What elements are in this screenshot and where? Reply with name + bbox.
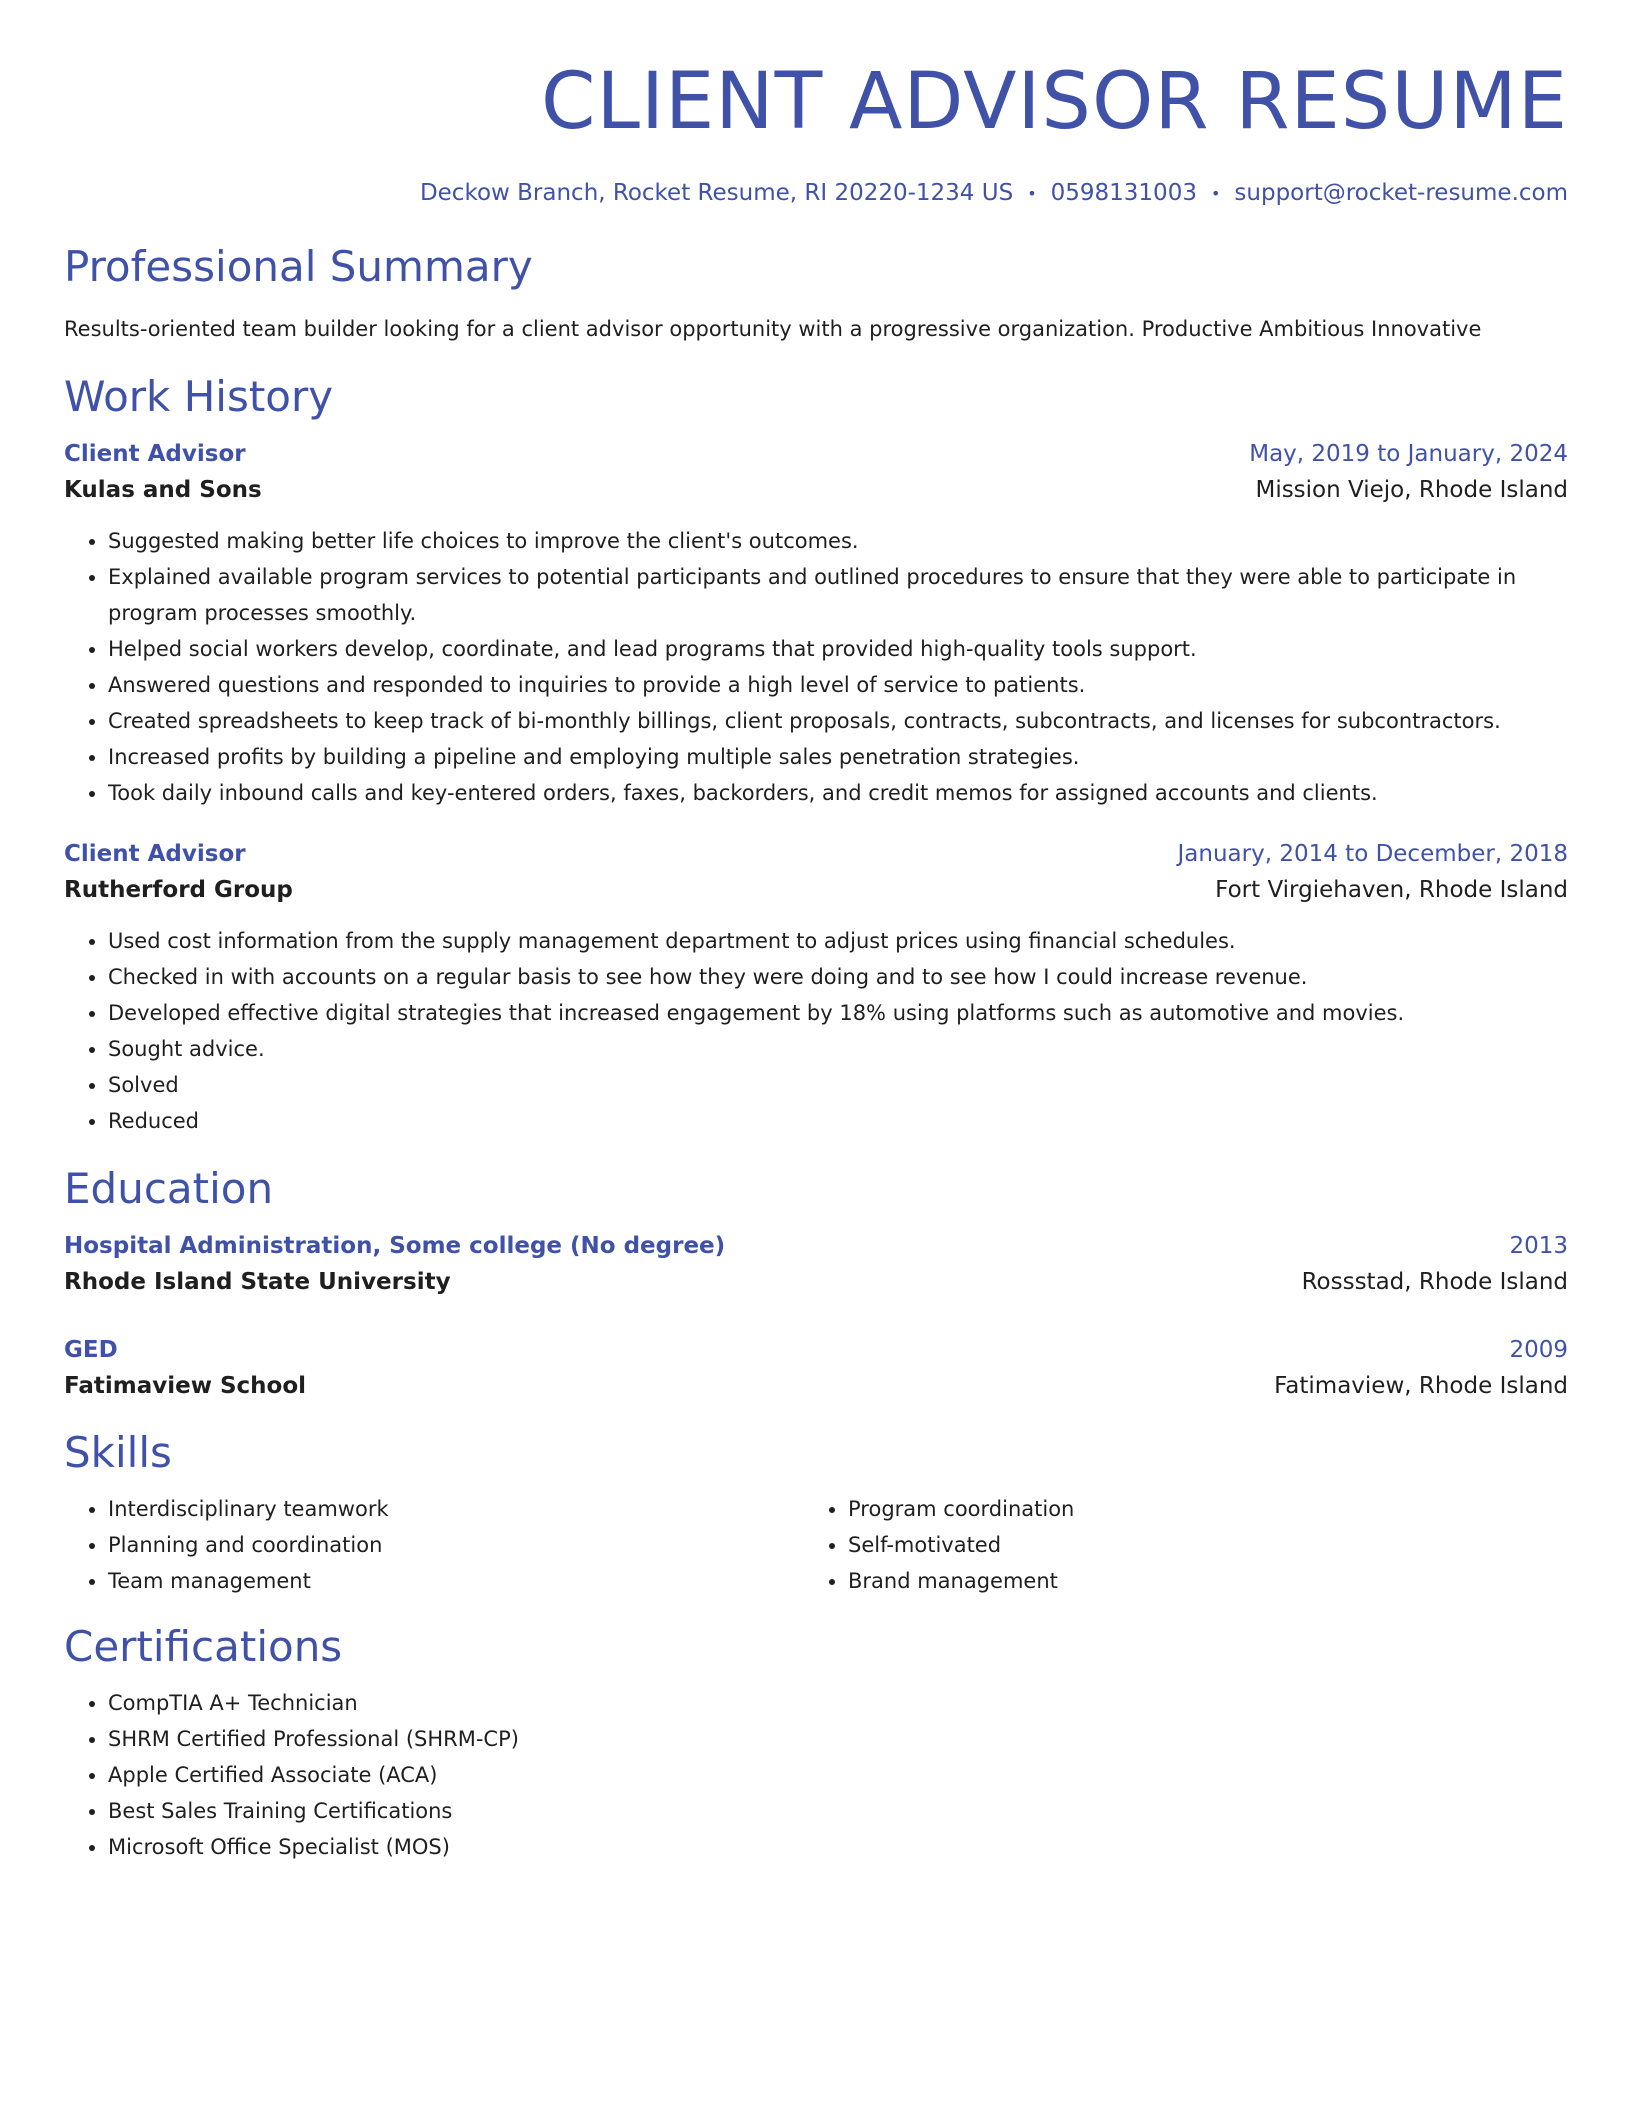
contact-line xyxy=(64,176,1568,211)
list-item: • Best Sales Training Certifications xyxy=(108,1793,1568,1829)
skills-heading: Skills xyxy=(64,1427,172,1477)
job-entry xyxy=(64,837,1568,1139)
list-item: • Used cost information from the supply management department to adjust prices using financial schedules. xyxy=(108,923,1568,959)
job-location: Mission Viejo, Rhode Island xyxy=(1255,476,1568,503)
skills-column-right xyxy=(804,1491,1544,1599)
job-title: Client Advisor xyxy=(64,440,246,467)
summary-section xyxy=(64,239,1568,345)
education-entry xyxy=(64,1333,1568,1405)
certifications-list xyxy=(64,1685,1568,1865)
certifications-section xyxy=(64,1619,1568,1865)
job-location: Fort Virgiehaven, Rhode Island xyxy=(1215,876,1568,903)
work-section xyxy=(64,369,1568,1139)
contact-phone: 0598131003 xyxy=(1050,180,1197,206)
list-item: • SHRM Certified Professional (SHRM-CP) xyxy=(108,1721,1568,1757)
summary-heading: Professional Summary xyxy=(64,241,533,291)
skills-column-left xyxy=(64,1491,804,1599)
education-location: Rossstad, Rhode Island xyxy=(1301,1268,1568,1295)
list-item: • Suggested making better life choices to improve the client's outcomes. xyxy=(108,523,1568,559)
job-company-row xyxy=(64,871,1568,909)
job-title: Client Advisor xyxy=(64,840,246,867)
list-item: • Helped social workers develop, coordinate, and lead programs that provided high-quality tools support. xyxy=(108,631,1568,667)
education-location: Fatimaview, Rhode Island xyxy=(1274,1372,1568,1399)
job-entry xyxy=(64,437,1568,811)
job-bullets xyxy=(64,523,1568,811)
job-dates: May, 2019 to January, 2024 xyxy=(1249,440,1568,467)
job-title-row xyxy=(64,437,1568,471)
work-heading: Work History xyxy=(64,371,334,421)
contact-email[interactable]: support@rocket-resume.com xyxy=(1234,180,1568,206)
education-school-row xyxy=(64,1367,1568,1405)
education-degree-row xyxy=(64,1229,1568,1263)
skills-section xyxy=(64,1425,1568,1599)
education-school-row xyxy=(64,1263,1568,1301)
list-item: • Solved xyxy=(108,1067,1568,1103)
list-item: • Apple Certified Associate (ACA) xyxy=(108,1757,1568,1793)
summary-text: Results-oriented team builder looking for a client advisor opportunity with a progressive organization. Productive Ambitious Innovative xyxy=(64,316,1482,341)
resume-title: CLIENT ADVISOR RESUME xyxy=(541,57,1568,147)
education-degree: Hospital Administration, Some college (No degree) xyxy=(64,1232,726,1259)
list-item: • Reduced xyxy=(108,1103,1568,1139)
education-year: 2013 xyxy=(1509,1232,1568,1259)
skills-list-right xyxy=(804,1491,1544,1599)
job-company: Rutherford Group xyxy=(64,876,293,903)
list-item: • Sought advice. xyxy=(108,1031,1568,1067)
list-item: • Microsoft Office Specialist (MOS) xyxy=(108,1829,1568,1865)
education-year: 2009 xyxy=(1509,1336,1568,1363)
skills-list-left xyxy=(64,1491,804,1599)
list-item: • Self-motivated xyxy=(848,1527,1544,1563)
education-school: Rhode Island State University xyxy=(64,1268,451,1295)
education-school: Fatimaview School xyxy=(64,1372,307,1399)
education-entry xyxy=(64,1229,1568,1301)
job-dates: January, 2014 to December, 2018 xyxy=(1177,840,1568,867)
job-company: Kulas and Sons xyxy=(64,476,262,503)
list-item: • Explained available program services to potential participants and outlined procedures to ensure that they were able to participate in program processes smoothly. xyxy=(108,559,1568,631)
list-item: • Created spreadsheets to keep track of bi-monthly billings, client proposals, contracts, subcontracts, and licenses for subcontractors. xyxy=(108,703,1568,739)
education-degree-row xyxy=(64,1333,1568,1367)
contact-address: Deckow Branch, Rocket Resume, RI 20220-1234 US xyxy=(419,180,1014,206)
education-degree: GED xyxy=(64,1336,118,1363)
list-item: • Checked in with accounts on a regular basis to see how they were doing and to see how I could increase revenue. xyxy=(108,959,1568,995)
education-section xyxy=(64,1161,1568,1405)
list-item: • Answered questions and responded to inquiries to provide a high level of service to patients. xyxy=(108,667,1568,703)
skills-grid xyxy=(64,1491,1568,1599)
list-item: • Planning and coordination xyxy=(108,1527,804,1563)
list-item: • Team management xyxy=(108,1563,804,1599)
job-company-row xyxy=(64,471,1568,509)
job-title-row xyxy=(64,837,1568,871)
list-item: • Developed effective digital strategies that increased engagement by 18% using platforms such as automotive and movies. xyxy=(108,995,1568,1031)
certifications-heading: Certifications xyxy=(64,1621,343,1671)
list-item: • Program coordination xyxy=(848,1491,1544,1527)
list-item: • CompTIA A+ Technician xyxy=(108,1685,1568,1721)
list-item: • Brand management xyxy=(848,1563,1544,1599)
list-item: • Took daily inbound calls and key-entered orders, faxes, backorders, and credit memos for assigned accounts and clients. xyxy=(108,775,1568,811)
job-bullets xyxy=(64,923,1568,1139)
list-item: • Interdisciplinary teamwork xyxy=(108,1491,804,1527)
contact-separator: • xyxy=(1027,183,1037,203)
contact-separator: • xyxy=(1210,183,1221,203)
list-item: • Increased profits by building a pipeline and employing multiple sales penetration strategies. xyxy=(108,739,1568,775)
education-heading: Education xyxy=(64,1163,274,1213)
